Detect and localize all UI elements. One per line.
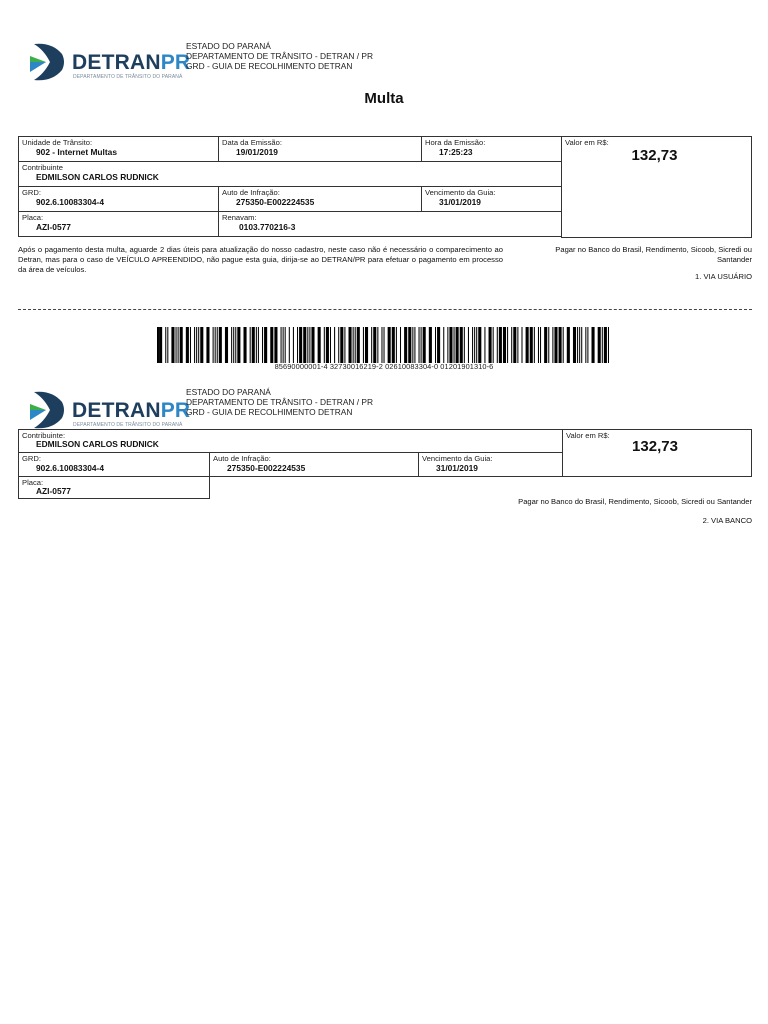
barcode-bar bbox=[215, 327, 216, 363]
via2-label: 2. VIA BANCO bbox=[702, 516, 752, 525]
barcode-bar bbox=[373, 327, 376, 363]
barcode-bar bbox=[421, 327, 422, 363]
header-text bbox=[186, 41, 373, 71]
grd-cell bbox=[18, 186, 219, 212]
barcode-bar bbox=[449, 327, 452, 363]
barcode-bar bbox=[454, 327, 455, 363]
page-title: Multa bbox=[364, 90, 404, 107]
barcode-bar bbox=[540, 327, 541, 363]
barcode-bar bbox=[256, 327, 257, 363]
header-line-2: DEPARTAMENTO DE TRÂNSITO - DETRAN / PR bbox=[186, 51, 374, 61]
barcode-bar bbox=[311, 327, 314, 363]
barcode-bar bbox=[563, 327, 564, 363]
barcode-bar bbox=[412, 327, 413, 363]
unidade-label: Unidade de Trânsito: bbox=[22, 138, 93, 147]
via1-bank-line-1: Pagar no Banco do Brasil, Rendimento, Sicoob, Sicredi ou bbox=[555, 245, 752, 254]
barcode-bar bbox=[158, 327, 159, 363]
grd-label: GRD: bbox=[22, 188, 41, 197]
barcode-bar bbox=[489, 327, 492, 363]
header-line-1: ESTADO DO PARANÁ bbox=[186, 387, 271, 397]
detran-logo-icon bbox=[28, 390, 66, 430]
barcode-bar bbox=[270, 327, 273, 363]
barcode-bar bbox=[283, 327, 284, 363]
barcode-bar bbox=[460, 327, 463, 363]
barcode-bar bbox=[534, 327, 535, 363]
barcode-bar bbox=[231, 327, 232, 363]
barcode-bar bbox=[435, 327, 436, 363]
barcode-bar bbox=[363, 327, 364, 363]
barcode-bar bbox=[604, 327, 607, 363]
hora-emissao-label: Hora da Emissão: bbox=[425, 138, 486, 147]
valor-value: 132,73 bbox=[631, 147, 678, 164]
barcode-bar bbox=[476, 327, 477, 363]
barcode-bar bbox=[443, 327, 444, 363]
barcode-bar bbox=[165, 327, 166, 363]
barcode-bar bbox=[206, 327, 209, 363]
barcode-bar bbox=[344, 327, 345, 363]
barcode-bar bbox=[243, 327, 246, 363]
barcode-bar bbox=[499, 327, 502, 363]
via1-label: 1. VIA USUÁRIO bbox=[695, 272, 752, 281]
via2-contribuinte-label: Contribuinte: bbox=[22, 431, 66, 440]
via2-vencimento-label: Vencimento da Guia: bbox=[422, 454, 493, 463]
contribuinte-label: Contribuinte bbox=[22, 163, 63, 172]
via2-valor-value: 132,73 bbox=[632, 438, 678, 455]
barcode-bar bbox=[293, 327, 294, 363]
barcode-bar bbox=[171, 327, 174, 363]
via2-valor-label: Valor em R$: bbox=[566, 431, 610, 440]
barcode-bar bbox=[437, 327, 440, 363]
barcode-bar bbox=[414, 327, 415, 363]
barcode-number: 85690000001-4 32730016219-2 02610083304-0 01201901310-6 bbox=[274, 362, 494, 371]
barcode-bar bbox=[213, 327, 214, 363]
barcode-bar bbox=[503, 327, 506, 363]
logo-subtitle: DEPARTAMENTO DE TRÂNSITO DO PARANÁ bbox=[73, 74, 183, 80]
barcode-bar bbox=[281, 327, 282, 363]
header-line-1: ESTADO DO PARANÁ bbox=[186, 41, 271, 51]
barcode-bar bbox=[289, 327, 290, 363]
via2-grd-cell bbox=[18, 452, 210, 477]
barcode-bar bbox=[464, 327, 465, 363]
hora-emissao-value: 17:25:23 bbox=[439, 147, 473, 157]
barcode-bar bbox=[396, 327, 397, 363]
barcode-bar bbox=[225, 327, 228, 363]
hora-emissao-cell bbox=[421, 136, 562, 162]
barcode-bar bbox=[186, 327, 189, 363]
barcode-bar bbox=[299, 327, 302, 363]
barcode-bar bbox=[349, 327, 352, 363]
via2-vencimento-cell bbox=[418, 452, 563, 477]
barcode-bar bbox=[326, 327, 329, 363]
barcode-bar bbox=[324, 327, 325, 363]
via2-auto-infracao-label: Auto de Infração: bbox=[213, 454, 271, 463]
valor-cell bbox=[561, 136, 752, 238]
barcode-bar bbox=[217, 327, 218, 363]
contribuinte-value: EDMILSON CARLOS RUDNICK bbox=[36, 172, 159, 182]
renavam-value: 0103.770216-3 bbox=[239, 222, 296, 232]
barcode-bar bbox=[587, 327, 588, 363]
barcode-bar bbox=[468, 327, 469, 363]
barcode-bar bbox=[176, 327, 177, 363]
barcode-bar bbox=[408, 327, 411, 363]
barcode bbox=[157, 327, 609, 363]
barcode-bar bbox=[262, 327, 263, 363]
barcode-bar bbox=[219, 327, 222, 363]
data-emissao-value: 19/01/2019 bbox=[236, 147, 278, 157]
barcode-bar bbox=[478, 327, 481, 363]
unidade-value: 902 - Internet Multas bbox=[36, 147, 117, 157]
via2-grd-label: GRD: bbox=[22, 454, 41, 463]
barcode-bar bbox=[274, 327, 277, 363]
via2-contribuinte-cell bbox=[18, 429, 563, 453]
barcode-bar bbox=[353, 327, 354, 363]
barcode-bar bbox=[237, 327, 240, 363]
barcode-bar bbox=[400, 327, 401, 363]
barcode-bar bbox=[513, 327, 516, 363]
barcode-bar bbox=[196, 327, 197, 363]
barcode-bar bbox=[579, 327, 580, 363]
barcode-bar bbox=[371, 327, 372, 363]
barcode-bar bbox=[258, 327, 259, 363]
logo-wordmark: DETRANPR bbox=[72, 399, 191, 422]
via1-bank-line-2: Santander bbox=[716, 255, 752, 264]
grd-value: 902.6.10083304-4 bbox=[36, 197, 104, 207]
data-emissao-cell bbox=[218, 136, 422, 162]
barcode-bar bbox=[381, 327, 382, 363]
barcode-bar bbox=[592, 327, 595, 363]
barcode-bar bbox=[167, 327, 168, 363]
barcode-bar bbox=[530, 327, 533, 363]
barcode-bar bbox=[447, 327, 448, 363]
barcode-bar bbox=[573, 327, 576, 363]
barcode-bar bbox=[334, 327, 335, 363]
barcode-bar bbox=[484, 327, 485, 363]
vencimento-value: 31/01/2019 bbox=[439, 197, 481, 207]
barcode-bar bbox=[355, 327, 356, 363]
barcode-bar bbox=[497, 327, 498, 363]
barcode-bar bbox=[602, 327, 603, 363]
placa-label: Placa: bbox=[22, 213, 44, 222]
barcode-bar bbox=[559, 327, 562, 363]
header-line-2: DEPARTAMENTO DE TRÂNSITO - DETRAN / PR bbox=[186, 397, 374, 407]
barcode-bar bbox=[377, 327, 378, 363]
via2-grd-value: 902.6.10083304-4 bbox=[36, 463, 104, 473]
barcode-bar bbox=[474, 327, 475, 363]
via2-bank-info: Pagar no Banco do Brasil, Rendimento, Sicoob, Sicredi ou Santander bbox=[518, 497, 752, 506]
via2-placa-value: AZI-0577 bbox=[36, 486, 71, 496]
barcode-bar bbox=[538, 327, 539, 363]
data-emissao-label: Data da Emissão: bbox=[222, 138, 282, 147]
barcode-bar bbox=[493, 327, 494, 363]
barcode-bar bbox=[521, 327, 522, 363]
barcode-bar bbox=[419, 327, 420, 363]
placa-value: AZI-0577 bbox=[36, 222, 71, 232]
barcode-bar bbox=[544, 327, 547, 363]
barcode-bar bbox=[285, 327, 286, 363]
barcode-bar bbox=[178, 327, 179, 363]
via1-bank-info bbox=[555, 245, 752, 265]
barcode-bar bbox=[264, 327, 267, 363]
barcode-bar bbox=[526, 327, 529, 363]
renavam-cell bbox=[218, 211, 562, 237]
barcode-bar bbox=[157, 327, 158, 363]
detran-logo-icon bbox=[28, 42, 66, 82]
barcode-bar bbox=[357, 327, 360, 363]
barcode-bar bbox=[507, 327, 508, 363]
barcode-bar bbox=[511, 327, 512, 363]
barcode-bar bbox=[456, 327, 459, 363]
barcode-bar bbox=[194, 327, 195, 363]
logo-wordmark: DETRANPR bbox=[72, 51, 191, 74]
auto-infracao-cell bbox=[218, 186, 422, 212]
barcode-bar bbox=[307, 327, 308, 363]
barcode-bar bbox=[235, 327, 236, 363]
unidade-cell bbox=[18, 136, 219, 162]
barcode-bar bbox=[250, 327, 251, 363]
barcode-bar bbox=[384, 327, 385, 363]
barcode-bar bbox=[392, 327, 395, 363]
barcode-bar bbox=[581, 327, 582, 363]
via2-valor-cell bbox=[562, 429, 752, 477]
barcode-bar bbox=[608, 327, 609, 363]
barcode-bar bbox=[585, 327, 586, 363]
cut-line bbox=[18, 309, 752, 310]
detran-logo bbox=[28, 42, 191, 82]
barcode-bar bbox=[388, 327, 391, 363]
detran-logo-2 bbox=[28, 390, 191, 430]
barcode-bar bbox=[252, 327, 255, 363]
barcode-bar bbox=[303, 327, 306, 363]
barcode-bar bbox=[423, 327, 426, 363]
barcode-bar bbox=[429, 327, 432, 363]
via2-vencimento-value: 31/01/2019 bbox=[436, 463, 478, 473]
placa-cell bbox=[18, 211, 219, 237]
logo-subtitle: DEPARTAMENTO DE TRÂNSITO DO PARANÁ bbox=[73, 422, 183, 428]
barcode-bar bbox=[567, 327, 570, 363]
barcode-bar bbox=[338, 327, 339, 363]
auto-infracao-label: Auto de Infração: bbox=[222, 188, 280, 197]
barcode-bar bbox=[330, 327, 331, 363]
vencimento-cell bbox=[421, 186, 562, 212]
barcode-bar bbox=[200, 327, 203, 363]
barcode-bar bbox=[552, 327, 553, 363]
vencimento-label: Vencimento da Guia: bbox=[425, 188, 496, 197]
barcode-bar bbox=[517, 327, 518, 363]
barcode-bar bbox=[404, 327, 407, 363]
barcode-bar bbox=[297, 327, 298, 363]
header-text-2 bbox=[186, 387, 373, 417]
via2-contribuinte-value: EDMILSON CARLOS RUDNICK bbox=[36, 439, 159, 449]
barcode-bar bbox=[318, 327, 321, 363]
barcode-bar bbox=[365, 327, 368, 363]
valor-label: Valor em R$: bbox=[565, 138, 609, 147]
via2-auto-infracao-cell bbox=[209, 452, 419, 477]
barcode-bar bbox=[198, 327, 199, 363]
barcode-bar bbox=[159, 327, 162, 363]
barcode-bar bbox=[233, 327, 234, 363]
auto-infracao-value: 275350-E002224535 bbox=[236, 197, 315, 207]
contribuinte-cell bbox=[18, 161, 562, 187]
barcode-bar bbox=[180, 327, 183, 363]
barcode-bar bbox=[598, 327, 601, 363]
renavam-label: Renavam: bbox=[222, 213, 257, 222]
header-line-3: GRD - GUIA DE RECOLHIMENTO DETRAN bbox=[186, 61, 353, 71]
barcode-bar bbox=[190, 327, 191, 363]
barcode-bar bbox=[577, 327, 578, 363]
via2-auto-infracao-value: 275350-E002224535 bbox=[227, 463, 306, 473]
header-line-3: GRD - GUIA DE RECOLHIMENTO DETRAN bbox=[186, 407, 353, 417]
payment-note: Após o pagamento desta multa, aguarde 2 dias úteis para atualização do nosso cadastro, neste caso não é necessário o comparecimento ao Detran, mas para o caso de VEÍCULO APREENDIDO, não pague esta guia, dirija-se ao DETRAN/PR para efetuar o pagamento em processo da área de veículos. bbox=[18, 245, 503, 274]
barcode-bar bbox=[472, 327, 473, 363]
barcode-bar bbox=[340, 327, 343, 363]
via2-placa-cell bbox=[18, 476, 210, 499]
barcode-bar bbox=[548, 327, 549, 363]
barcode-bar bbox=[309, 327, 310, 363]
via2-placa-label: Placa: bbox=[22, 478, 44, 487]
barcode-bar bbox=[554, 327, 557, 363]
